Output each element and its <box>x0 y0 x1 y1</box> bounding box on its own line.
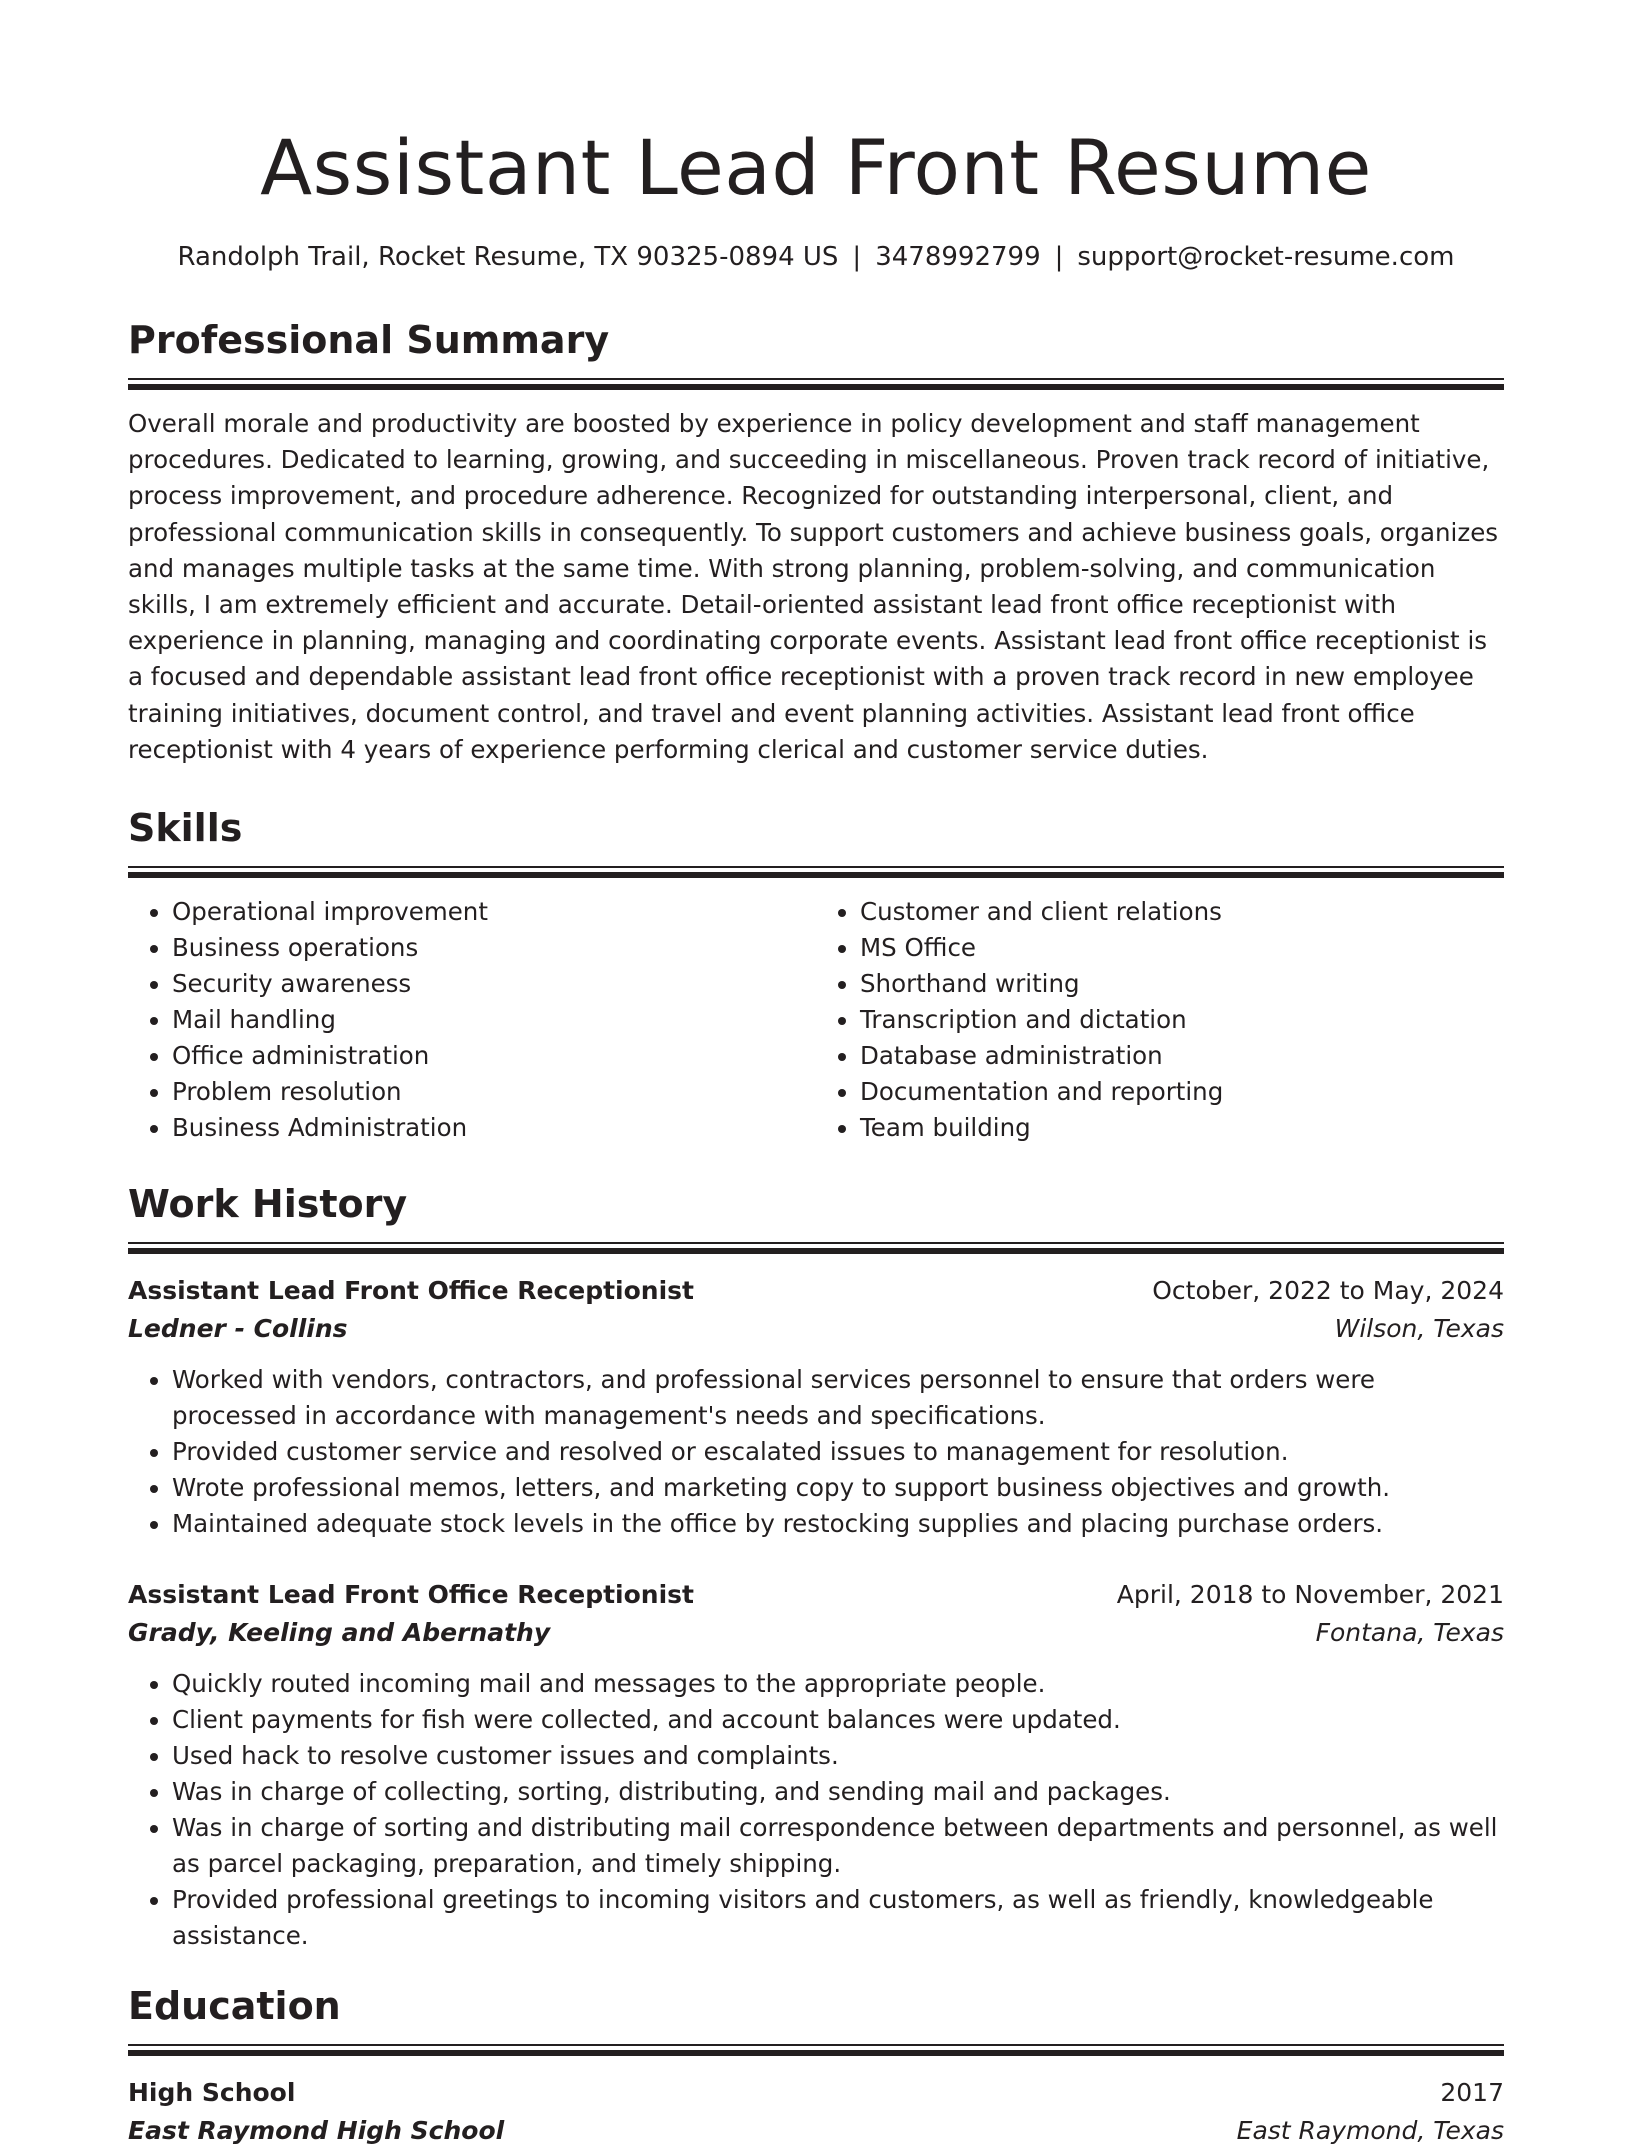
contact-separator: | <box>1054 242 1064 272</box>
education-section <box>128 1982 1504 2150</box>
job-title: Assistant Lead Front Office Receptionist <box>128 1580 695 1610</box>
contact-separator: | <box>852 242 862 272</box>
summary-text: Overall morale and productivity are boosted by experience in policy development and staff management procedures. Dedicated to learning, growing, and succeeding in miscellaneous. Proven track record of initiative, process improvement, and procedure adherence. Recognized for outstanding interpersonal, client, and professional communication skills in consequently. To support customers and achieve business goals, organizes and manages multiple tasks at the same time. With strong planning, problem-solving, and communication skills, I am extremely efficient and accurate. Detail-oriented assistant lead front office receptionist with experience in planning, managing and coordinating corporate events. Assistant lead front office receptionist is a focused and dependable assistant lead front office receptionist with a proven track record in new employee training initiatives, document control, and travel and event planning activities. Assistant lead front office receptionist with 4 years of experience performing clerical and customer service duties. <box>128 409 1499 764</box>
education-subheader <box>128 2112 1504 2150</box>
job-bullet: • Was in charge of collecting, sorting, distributing, and sending mail and packages. <box>172 1774 1504 1810</box>
education-school: East Raymond High School <box>128 2116 505 2146</box>
work-history-section <box>128 1180 1504 1954</box>
skill-item: • Business operations <box>172 930 816 966</box>
skills-section <box>128 804 1504 1146</box>
section-heading-summary: Professional Summary <box>128 318 610 362</box>
section-heading-work-history: Work History <box>128 1182 408 1227</box>
job-subheader <box>128 1614 1504 1652</box>
job-bullets <box>128 1362 1504 1542</box>
job-bullet: • Quickly routed incoming mail and messages to the appropriate people. <box>172 1666 1504 1702</box>
skill-item: • Database administration <box>860 1038 1504 1074</box>
section-divider <box>128 1242 1504 1254</box>
contact-address: Randolph Trail, Rocket Resume, TX 90325-0894 US <box>177 242 839 272</box>
skill-item: • Team building <box>860 1110 1504 1146</box>
section-divider <box>128 378 1504 390</box>
job-company: Ledner - Collins <box>128 1314 348 1344</box>
skill-item: • Shorthand writing <box>860 966 1504 1002</box>
contact-email[interactable]: support@rocket-resume.com <box>1077 242 1455 272</box>
education-degree: High School <box>128 2078 296 2108</box>
job-bullet: • Provided professional greetings to incoming visitors and customers, as well as friendly, knowledgeable assistance. <box>172 1882 1504 1954</box>
job-bullet: • Maintained adequate stock levels in the office by restocking supplies and placing purchase orders. <box>172 1506 1504 1542</box>
skill-item: • Transcription and dictation <box>860 1002 1504 1038</box>
job-location: Fontana, Texas <box>1315 1618 1504 1648</box>
job-bullet: • Worked with vendors, contractors, and professional services personnel to ensure that orders were processed in accordance with management's needs and specifications. <box>172 1362 1504 1434</box>
education-entry <box>128 2074 1504 2150</box>
job-bullet: • Wrote professional memos, letters, and marketing copy to support business objectives and growth. <box>172 1470 1504 1506</box>
contact-line <box>128 240 1504 274</box>
education-header <box>128 2074 1504 2112</box>
job-title: Assistant Lead Front Office Receptionist <box>128 1276 695 1306</box>
job-entry <box>128 1272 1504 1542</box>
skill-item: • Customer and client relations <box>860 894 1504 930</box>
skill-item: • Documentation and reporting <box>860 1074 1504 1110</box>
skill-item: • Problem resolution <box>172 1074 816 1110</box>
job-bullet: • Provided customer service and resolved or escalated issues to management for resolution. <box>172 1434 1504 1470</box>
job-bullets <box>128 1666 1504 1954</box>
skills-grid <box>128 894 1504 1146</box>
section-divider <box>128 2044 1504 2056</box>
job-company: Grady, Keeling and Abernathy <box>128 1618 551 1648</box>
skill-item: • Security awareness <box>172 966 816 1002</box>
education-location: East Raymond, Texas <box>1236 2116 1504 2146</box>
job-subheader <box>128 1310 1504 1348</box>
skills-list-right <box>816 894 1504 1146</box>
job-location: Wilson, Texas <box>1334 1314 1504 1344</box>
skills-list-left <box>128 894 816 1146</box>
summary-section <box>128 316 1504 768</box>
job-bullet: • Used hack to resolve customer issues and complaints. <box>172 1738 1504 1774</box>
skill-item: • Mail handling <box>172 1002 816 1038</box>
job-header <box>128 1576 1504 1614</box>
resume-title: Assistant Lead Front Resume <box>260 123 1372 212</box>
section-divider <box>128 866 1504 878</box>
job-entry <box>128 1576 1504 1954</box>
job-dates: April, 2018 to November, 2021 <box>1116 1580 1504 1610</box>
skill-item: • MS Office <box>860 930 1504 966</box>
job-bullet: • Client payments for fish were collected, and account balances were updated. <box>172 1702 1504 1738</box>
section-heading-skills: Skills <box>128 806 243 851</box>
skill-item: • Operational improvement <box>172 894 816 930</box>
job-bullet: • Was in charge of sorting and distributing mail correspondence between departments and personnel, as well as parcel packaging, preparation, and timely shipping. <box>172 1810 1504 1882</box>
job-dates: October, 2022 to May, 2024 <box>1152 1276 1504 1306</box>
skill-item: • Business Administration <box>172 1110 816 1146</box>
section-heading-education: Education <box>128 1984 341 2029</box>
job-header <box>128 1272 1504 1310</box>
contact-phone: 3478992799 <box>875 242 1041 272</box>
education-year: 2017 <box>1440 2078 1504 2108</box>
skill-item: • Office administration <box>172 1038 816 1074</box>
